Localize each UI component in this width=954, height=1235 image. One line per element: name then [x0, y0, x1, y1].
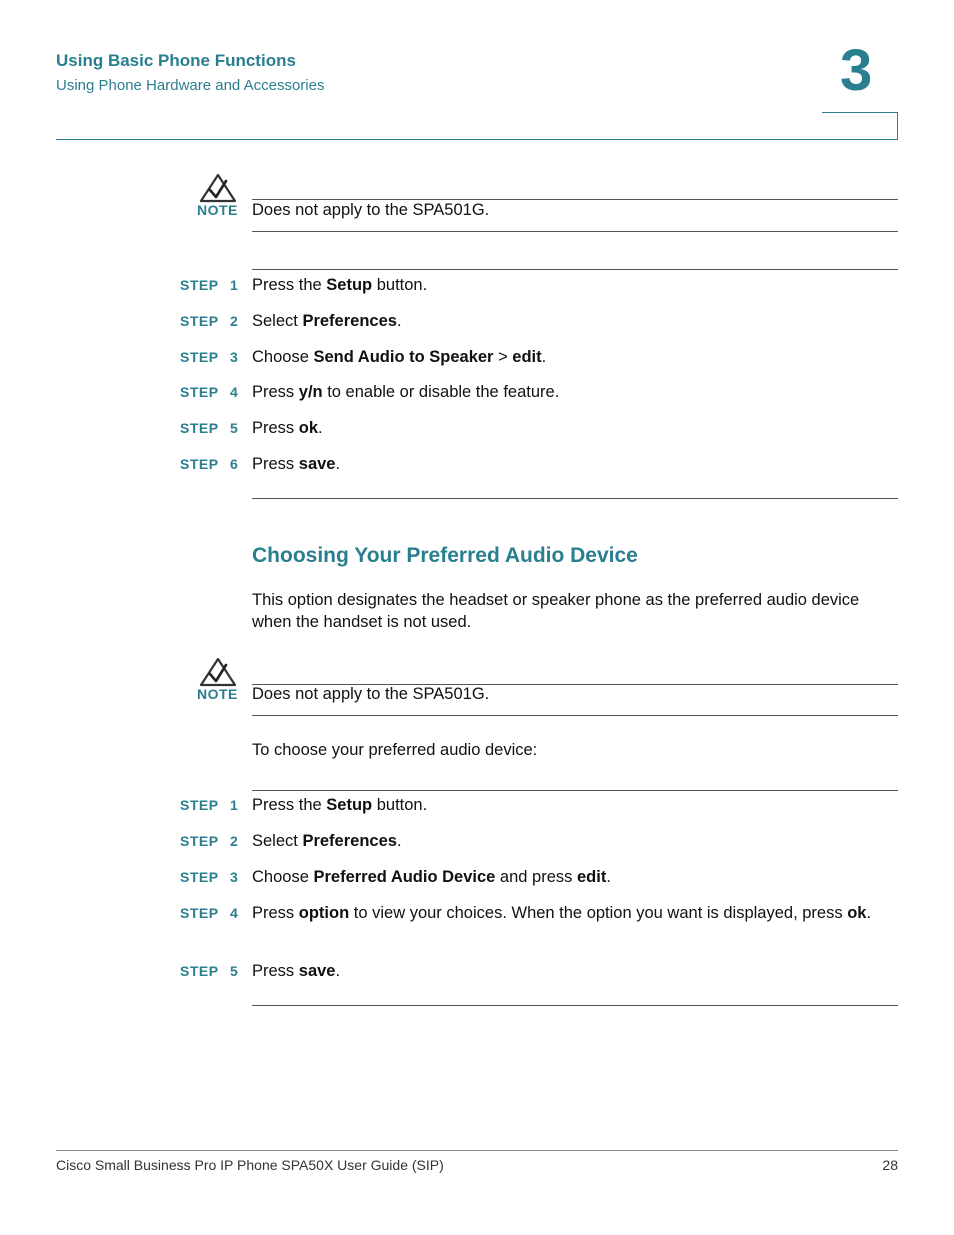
- note-text: Does not apply to the SPA501G.: [252, 685, 490, 703]
- step-word: STEP: [180, 797, 219, 813]
- step-item: [0, 417, 954, 439]
- step-text-part: .: [396, 832, 402, 850]
- step-number: 3: [230, 869, 239, 885]
- step-text-part: .: [396, 312, 402, 330]
- section-heading: Choosing Your Preferred Audio Device: [252, 544, 638, 567]
- step-item: [0, 960, 954, 982]
- step-number: 4: [230, 384, 239, 400]
- step-label: [180, 453, 242, 475]
- ui-term: save: [298, 962, 336, 980]
- step-text: [252, 453, 898, 475]
- steps-top-rule: [252, 269, 898, 270]
- step-word: STEP: [180, 277, 219, 293]
- step-text-part: Press the: [252, 276, 327, 294]
- step-number: 1: [230, 277, 239, 293]
- step-text: [252, 794, 898, 816]
- steps-top-rule: [252, 790, 898, 791]
- footer-title: Cisco Small Business Pro IP Phone SPA50X User Guide (SIP): [56, 1157, 444, 1173]
- chapter-number: 3: [840, 38, 873, 103]
- note-label: NOTE: [197, 686, 238, 702]
- step-word: STEP: [180, 833, 219, 849]
- ui-term: Preferences: [302, 312, 397, 330]
- step-label: [180, 866, 242, 888]
- step-text-part: .: [866, 904, 872, 922]
- step-text-part: Choose: [252, 348, 314, 366]
- ui-term: ok: [847, 904, 867, 922]
- step-item: [0, 794, 954, 816]
- ui-term: save: [298, 455, 336, 473]
- note-label: NOTE: [197, 202, 238, 218]
- step-text: [252, 830, 898, 852]
- step-item: [0, 866, 954, 888]
- step-text: [252, 274, 898, 296]
- step-label: [180, 902, 242, 924]
- step-text-part: Press: [252, 904, 299, 922]
- step-text-part: .: [541, 348, 547, 366]
- step-number: 1: [230, 797, 239, 813]
- step-label: [180, 310, 242, 332]
- step-item: [0, 346, 954, 368]
- step-label: [180, 274, 242, 296]
- lead-in-text: To choose your preferred audio device:: [252, 741, 538, 759]
- step-text: [252, 346, 898, 368]
- ui-term: Setup: [326, 276, 373, 294]
- note-text: Does not apply to the SPA501G.: [252, 201, 490, 219]
- step-text-part: .: [318, 419, 323, 437]
- steps-bottom-rule: [252, 1005, 898, 1006]
- note-bottom-rule: [252, 715, 898, 716]
- step-item: [0, 902, 954, 924]
- note-checkmark-icon: [199, 657, 237, 687]
- step-text-part: Press the: [252, 796, 327, 814]
- step-text-part: button.: [372, 276, 428, 294]
- step-text-part: Press: [252, 962, 299, 980]
- steps-bottom-rule: [252, 498, 898, 499]
- step-word: STEP: [180, 420, 219, 436]
- step-text: [252, 960, 898, 982]
- step-word: STEP: [180, 869, 219, 885]
- step-label: [180, 830, 242, 852]
- note-checkmark-icon: [199, 173, 237, 203]
- step-text-part: Press: [252, 419, 299, 437]
- step-item: [0, 381, 954, 403]
- step-text-part: Choose: [252, 868, 314, 886]
- step-text-part: >: [493, 348, 513, 366]
- step-text-part: Select: [252, 312, 303, 330]
- step-number: 2: [230, 833, 239, 849]
- ui-term: Setup: [326, 796, 373, 814]
- step-text: [252, 417, 898, 439]
- ui-term: Preferences: [302, 832, 397, 850]
- step-number: 2: [230, 313, 239, 329]
- ui-term: edit: [512, 348, 542, 366]
- step-text-part: .: [335, 962, 341, 980]
- step-number: 4: [230, 905, 239, 921]
- step-label: [180, 346, 242, 368]
- ui-term: Send Audio to Speaker: [313, 348, 494, 366]
- step-text-part: Press: [252, 455, 299, 473]
- step-text-part: and press: [495, 868, 577, 886]
- ui-term: ok: [298, 419, 319, 437]
- step-text-part: to enable or disable the feature.: [322, 383, 560, 401]
- step-item: [0, 310, 954, 332]
- footer-divider: [56, 1150, 898, 1151]
- step-word: STEP: [180, 313, 219, 329]
- step-text: [252, 902, 898, 924]
- section-intro: This option designates the headset or speaker phone as the preferred audio device when the handset is not used.: [252, 591, 860, 631]
- step-word: STEP: [180, 456, 219, 472]
- step-label: [180, 960, 242, 982]
- step-text: [252, 381, 898, 403]
- ui-term: edit: [576, 868, 607, 886]
- step-word: STEP: [180, 963, 219, 979]
- step-label: [180, 794, 242, 816]
- step-number: 6: [230, 456, 239, 472]
- step-text-part: Press: [252, 383, 299, 401]
- chapter-tab-box: [822, 112, 898, 140]
- step-word: STEP: [180, 349, 219, 365]
- step-text-part: .: [606, 868, 611, 886]
- step-label: [180, 381, 242, 403]
- step-item: [0, 453, 954, 475]
- step-text-part: Select: [252, 832, 303, 850]
- step-text-part: .: [335, 455, 341, 473]
- step-label: [180, 417, 242, 439]
- ui-term: Preferred Audio Device: [313, 868, 496, 886]
- note-bottom-rule: [252, 231, 898, 232]
- step-text-part: to view your choices. When the option you want is displayed, press: [349, 904, 848, 922]
- step-text: [252, 866, 898, 888]
- step-number: 3: [230, 349, 239, 365]
- step-word: STEP: [180, 384, 219, 400]
- step-item: [0, 274, 954, 296]
- section-breadcrumb: Using Phone Hardware and Accessories: [56, 77, 325, 94]
- ui-term: y/n: [298, 383, 323, 401]
- page-number: 28: [882, 1157, 898, 1173]
- step-word: STEP: [180, 905, 219, 921]
- ui-term: option: [298, 904, 350, 922]
- step-text: [252, 310, 898, 332]
- header-divider: [56, 139, 898, 140]
- step-number: 5: [230, 420, 239, 436]
- step-number: 5: [230, 963, 239, 979]
- chapter-title: Using Basic Phone Functions: [56, 51, 296, 70]
- step-item: [0, 830, 954, 852]
- step-text-part: button.: [372, 796, 428, 814]
